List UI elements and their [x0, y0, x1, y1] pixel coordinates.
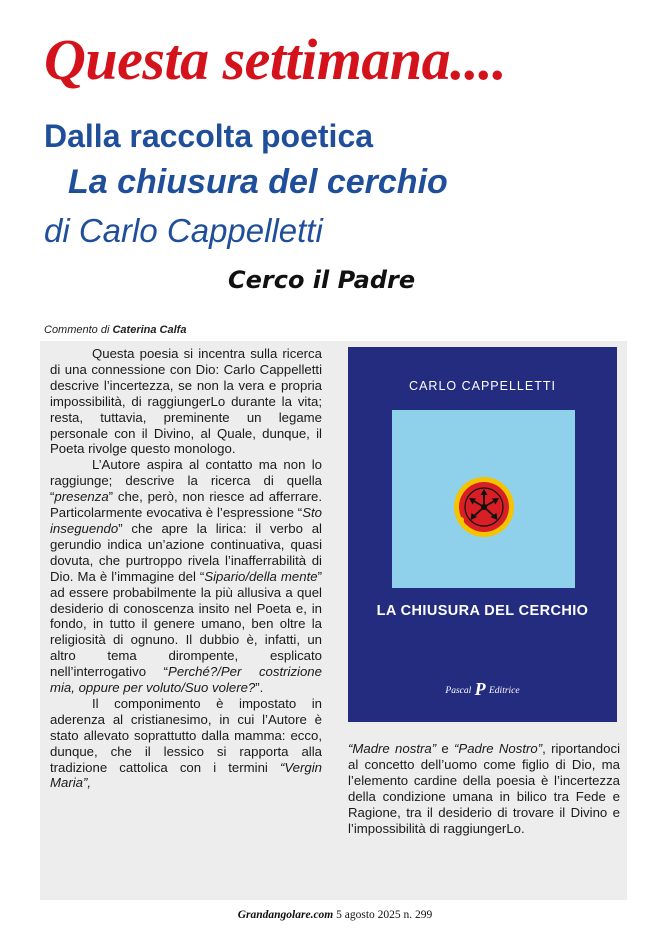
- p2-text-c: ” che, però, non riesce ad afferrare. Particolarmente evocativa è l’espressione “: [50, 489, 322, 521]
- p2-text-e: ” che apre la lirica: il verbo al gerundio indica un’azione continuativa, quasi dovuta, che purtroppo rivela l’inafferrabilità di Dio. Ma è l’immagine del “: [50, 520, 322, 584]
- p3-quote-vergin-maria: “Vergin Maria”,: [50, 759, 322, 791]
- p3-text-a: Il componimento è impostato in aderenza al cristianesimo, in cui l’Autore è stato allevato soprattutto dalla mamma: ecco, dunque, che il lessico si rapporta alla tradizione cattolica con i termini: [50, 695, 322, 775]
- p2-quote-presenza: presenza: [54, 489, 109, 505]
- p4-quote-padre-nostro: “Padre Nostro”: [454, 741, 543, 756]
- book-title: La chiusura del cerchio: [68, 163, 448, 201]
- author-line: di Carlo Cappelletti: [44, 212, 323, 249]
- article-column-right: [348, 741, 620, 836]
- publisher-name: Pascal: [445, 686, 472, 696]
- cover-title: LA CHIUSURA DEL CERCHIO: [376, 603, 589, 619]
- p2-text-i: ”.: [255, 680, 264, 696]
- circled-arrows-emblem-icon: [450, 473, 518, 541]
- p2-quote-perche: Perché?/Per costrizione mia, oppure per voluto/Suo volere?: [50, 664, 322, 696]
- publisher-logo: P: [474, 679, 486, 699]
- cover-publisher: [348, 679, 617, 700]
- subtitle: Dalla raccolta poetica: [44, 118, 374, 154]
- footer-site: Grandangolare.com: [237, 909, 334, 921]
- cover-light-panel: [392, 410, 575, 588]
- credit-name: Caterina Calfa: [112, 324, 187, 336]
- footer: [0, 909, 670, 921]
- book-cover: [348, 347, 617, 722]
- p2-text-a: L’Autore aspira al contatto ma non lo raggiunge; descrive la ricerca di quella “: [50, 457, 322, 505]
- p4-quote-madre-nostra: “Madre nostra”: [348, 741, 437, 756]
- poem-title: Cerco il Padre: [228, 266, 416, 294]
- credit-prefix: Commento di: [44, 324, 110, 336]
- p4-text-b: e: [436, 741, 455, 756]
- paragraph-4: [348, 741, 620, 836]
- article-column-left: [50, 346, 322, 791]
- p2-quote-sto-inseguendo: Sto inseguendo: [50, 505, 322, 536]
- publisher-suffix: Editrice: [489, 686, 520, 696]
- paragraph-1: Questa poesia si incentra sulla ricerca di una connessione con Dio: Carlo Cappelletti descrive l’incertezza, se non la vera e propria impossibilità, di raggiungerLo durante la vita; resta, tuttavia, preminente un legame personale con il Divino, al Quale, dunque, il Poeta rivolge questo monologo.: [50, 346, 322, 457]
- comment-credit: [44, 324, 186, 336]
- footer-issue: 5 agosto 2025 n. 299: [333, 909, 433, 921]
- headline: Questa settimana....: [44, 27, 507, 92]
- paragraph-2: [50, 457, 322, 696]
- p4-text-d: , riportandoci al concetto dell’uomo come figlio di Dio, ma l’elemento cardine della poesia è l’incertezza della condizione umana in bilico tra Fede e Ragione, tra il desiderio di trovare il Divino e l’impossibilità di raggiungerLo.: [348, 741, 620, 836]
- p2-text-g: ” ad essere probabilmente la più allusiva a quel desiderio di conoscenza insito nel Poeta e, in fondo, in tutto il genere umano, ben oltre la religiosità di ognuno. Il dubbio è, infatti, un altro tema dirompente, esplicato nell’interrogativo “: [50, 568, 322, 680]
- cover-author: CARLO CAPPELLETTI: [409, 379, 556, 393]
- p2-quote-sipario: Sipario/della mente: [204, 568, 318, 584]
- paragraph-3: [50, 696, 322, 791]
